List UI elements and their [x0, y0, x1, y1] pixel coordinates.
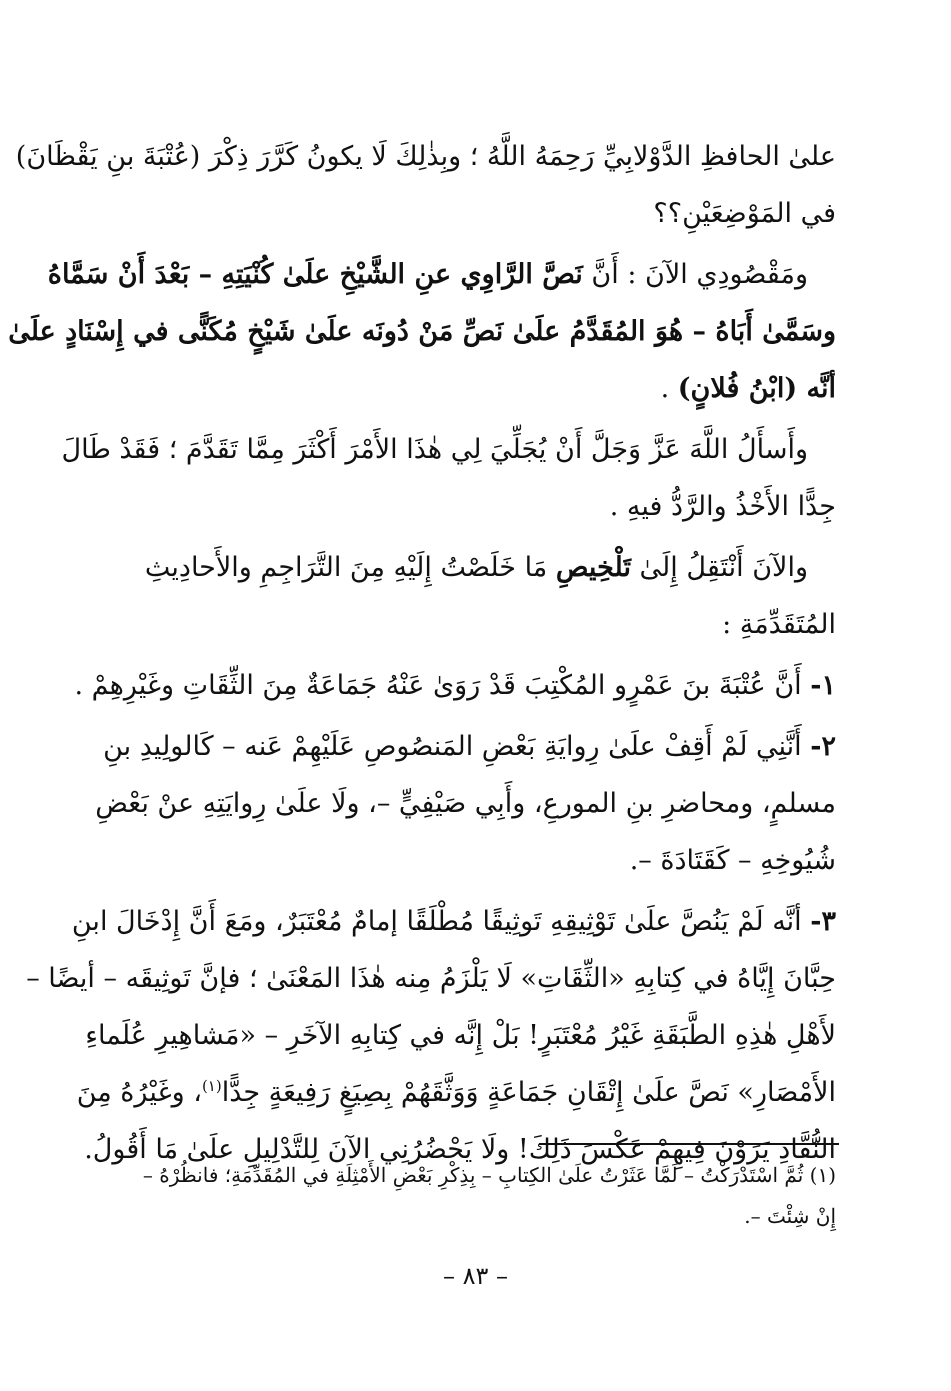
- text-line: حِبَّانَ إِيَّاهُ في كِتابِهِ «الثِّقَاتِ» لَا يَلْزَمُ مِنه هٰذَا المَعْنَىٰ ؛ فإنَّ تَوثِيقَه – أيضًا –: [26, 963, 836, 994]
- page-number: – ٨٣ –: [442, 1262, 509, 1290]
- item-number: ٣-: [810, 906, 836, 937]
- text-line: [47, 246, 836, 303]
- paragraph-3: [61, 421, 836, 535]
- text-run: مَا خَلَصْتُ إِلَيْهِ مِنَ التَّرَاجِمِ والأَحادِيثِ: [144, 552, 556, 583]
- text-run: والآنَ أَنْتَقِلُ إِلَىٰ: [630, 552, 808, 583]
- bold-text-run: نَصَّ الرَّاوِي عنِ الشَّيْخِ علَىٰ كُنْيَتِهِ – بَعْدَ أَنْ سَمَّاهُ: [47, 259, 583, 290]
- text-run: .: [660, 373, 678, 404]
- footnote-line: (١) ثُمَّ اسْتَدْرَكْتُ – لَمَّا عَثَرْتُ علَىٰ الكِتابِ – بِذِكْرِ بَعْضِ الأَمْثِلَةِ في المُقَدِّمَةِ؛ فانظُرْهُ –: [142, 1163, 836, 1187]
- text-run: أَنَّنِي لَمْ أَقِفْ علَىٰ رِوايَةِ بَعْضِ المَنصُوصِ عَلَيْهِمْ عَنه – كَالولِيدِ بنِ: [103, 731, 811, 762]
- list-item-2: [95, 718, 836, 889]
- text-run: أنَّه لَمْ يَنُصَّ علَىٰ تَوْثِيقِهِ تَوثِيقًا مُطْلَقًا إمامٌ مُعْتَبَرٌ، ومَعَ أَنَّ إِدْخَالَ ابنِ: [71, 906, 811, 937]
- paragraph-1: [15, 128, 836, 242]
- bold-text-run: تَلْخِيصِ: [555, 552, 631, 583]
- text-run: الأَمْصَارِ» نَصَّ علَىٰ إِتْقَانِ جَمَاعَةٍ وَوَثَّقَهُمْ بِصِيَغٍ رَفِيعَةٍ جِدًّا: [221, 1077, 836, 1108]
- text-line: [76, 1064, 836, 1121]
- item-number: ١-: [810, 670, 836, 701]
- footnotes: [100, 1155, 836, 1237]
- footnote-line: إِنْ شِئْتَ –.: [744, 1204, 836, 1228]
- item-number: ٢-: [810, 731, 836, 762]
- list-item-3: [26, 893, 836, 1178]
- text-line: شُيُوخِهِ – كَقَتَادَةَ –.: [629, 845, 836, 876]
- text-line: وأَسأَلُ اللَّهَ عَزَّ وَجَلَّ أَنْ يُجَلِّيَ لِي هٰذَا الأَمْرَ أَكْثَرَ مِمَّا تَقَدَّمَ ؛ فَقَدْ طَالَ: [61, 434, 808, 465]
- text-line: [71, 893, 836, 950]
- text-line: علىٰ الحافظِ الدَّوْلابِيِّ رَحِمَهُ اللَّهُ ؛ وبِذٰلِكَ لَا يكونُ كَرَّرَ ذِكْرَ (عُتْبَةَ بنِ يَقْظَانَ): [15, 141, 836, 172]
- text-run: أَنَّ عُتْبَةَ بنَ عَمْرٍو المُكْتِبَ قَدْ رَوَىٰ عَنْهُ جَمَاعَةٌ مِنَ الثِّقَاتِ وغَيْرِهِمْ .: [74, 670, 811, 701]
- paragraph-4: [100, 539, 836, 653]
- text-line: النُّقَّادِ يَرَوْنَ فِيهِمْ عَكْسَ ذَلِكَ! ولَا يَحْضُرُنِي الآنَ لِلتَّدْلِيلِ علَىٰ مَا أَقُولُ.: [84, 1134, 836, 1165]
- paragraph-2: [8, 246, 836, 417]
- text-line: [74, 657, 836, 714]
- text-line: المُتَقَدِّمَةِ :: [722, 609, 836, 640]
- page-body: [8, 128, 836, 1178]
- text-line: جِدًّا الأَخْذُ والرَّدُّ فيهِ .: [609, 491, 836, 522]
- list-item-1: [74, 657, 836, 714]
- footnote-reference[interactable]: (١): [201, 1077, 222, 1095]
- text-run: ، وغَيْرُهُ مِنَ: [76, 1077, 202, 1108]
- footnote-divider: [539, 1143, 839, 1145]
- text-run: ومَقْصُودِي الآنَ : أَنَّ: [582, 259, 808, 290]
- bold-text-run: أنَّه (ابْنُ فُلانٍ): [677, 373, 836, 404]
- text-line: [100, 718, 836, 775]
- text-line: مسلمٍ، ومحاضرِ بنِ المورعِ، وأَبِي صَيْفِيٍّ –، ولَا علَىٰ رِوايَتِهِ عنْ بَعْضِ: [95, 788, 836, 819]
- text-line: في المَوْضِعَيْنِ؟؟: [653, 198, 836, 229]
- text-line: لأَهْلِ هٰذِهِ الطَّبَقَةِ غَيْرُ مُعْتَبَرٍ! بَلْ إِنَّه في كِتابِهِ الآخَرِ – «مَشاهِيرِ عُلَماءِ: [85, 1020, 836, 1051]
- text-line: [100, 539, 836, 596]
- text-line: [100, 360, 836, 417]
- text-line: وسَمَّىٰ أَبَاهُ – هُوَ المُقَدَّمُ علَىٰ نَصِّ مَنْ دُونَه علَىٰ شَيْخٍ مُكَنًّى في إِسْنَادٍ علَىٰ: [8, 316, 836, 347]
